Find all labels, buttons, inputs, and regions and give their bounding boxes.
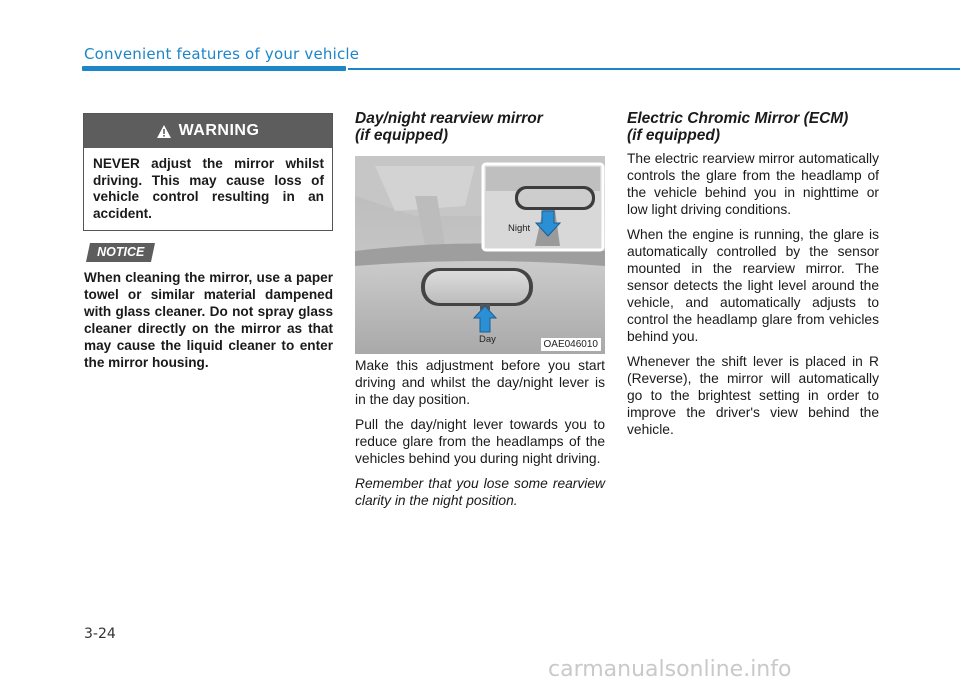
ecm-para1: The electric rearview mirror automatically controls the glare from the headlamp of the vehicle behind you in nighttime or low light driving conditions.	[627, 151, 879, 217]
ecm-heading-line1: Electric Chromic Mirror (ECM)	[627, 110, 849, 127]
ecm-body	[627, 150, 879, 446]
header-rule	[348, 68, 960, 70]
day-night-para1: Make this adjustment before you start driving and whilst the day/night lever is in the day position.	[355, 358, 605, 407]
warning-box	[83, 113, 333, 231]
page-number: 3-24	[84, 626, 116, 642]
section-title: Convenient features of your vehicle	[84, 45, 360, 63]
header-accent-bar	[82, 66, 346, 71]
figure-code: OAE046010	[541, 338, 602, 351]
warning-header	[84, 114, 332, 148]
warning-triangle-icon	[157, 125, 171, 138]
day-label: Day	[479, 334, 496, 345]
ecm-para2: When the engine is running, the glare is automatically controlled by the sensor mounted in the rearview mirror. The sensor detects the light level around the vehicle, and automatically adjusts to control the headlamp glare from vehicles behind you.	[627, 227, 879, 344]
warning-text: NEVER adjust the mirror whilst driving. This may cause loss of vehicle control resulting in an accident.	[93, 156, 324, 221]
day-night-para2: Pull the day/night lever towards you to reduce glare from the headlamps of the vehicles behind you during night driving.	[355, 417, 605, 466]
rearview-mirror-illustration	[355, 156, 605, 354]
ecm-heading-line2: (if equipped)	[627, 127, 720, 144]
day-night-heading-line1: Day/night rearview mirror	[355, 110, 543, 127]
night-label: Night	[508, 223, 531, 234]
watermark: carmanualsonline.info	[548, 657, 792, 682]
day-night-para3: Remember that you lose some rearview clarity in the night position.	[355, 476, 605, 508]
notice-text: When cleaning the mirror, use a paper towel or similar material dampened with glass cleaner. Do not spray glass cleaner directly on the mirror as that may cause the liquid cleaner to enter the mirror housing.	[84, 270, 333, 370]
warning-label: WARNING	[178, 122, 260, 139]
day-night-heading	[355, 110, 605, 144]
ecm-heading	[627, 110, 879, 144]
day-night-heading-line2: (if equipped)	[355, 127, 448, 144]
notice-label: NOTICE	[97, 245, 145, 259]
ecm-para3: Whenever the shift lever is placed in R (Reverse), the mirror will automatically go to the brightest setting in order to improve the driver's view behind the vehicle.	[627, 354, 879, 437]
day-night-body	[355, 357, 605, 517]
notice-badge	[86, 243, 155, 262]
rearview-mirror-figure	[355, 156, 605, 354]
